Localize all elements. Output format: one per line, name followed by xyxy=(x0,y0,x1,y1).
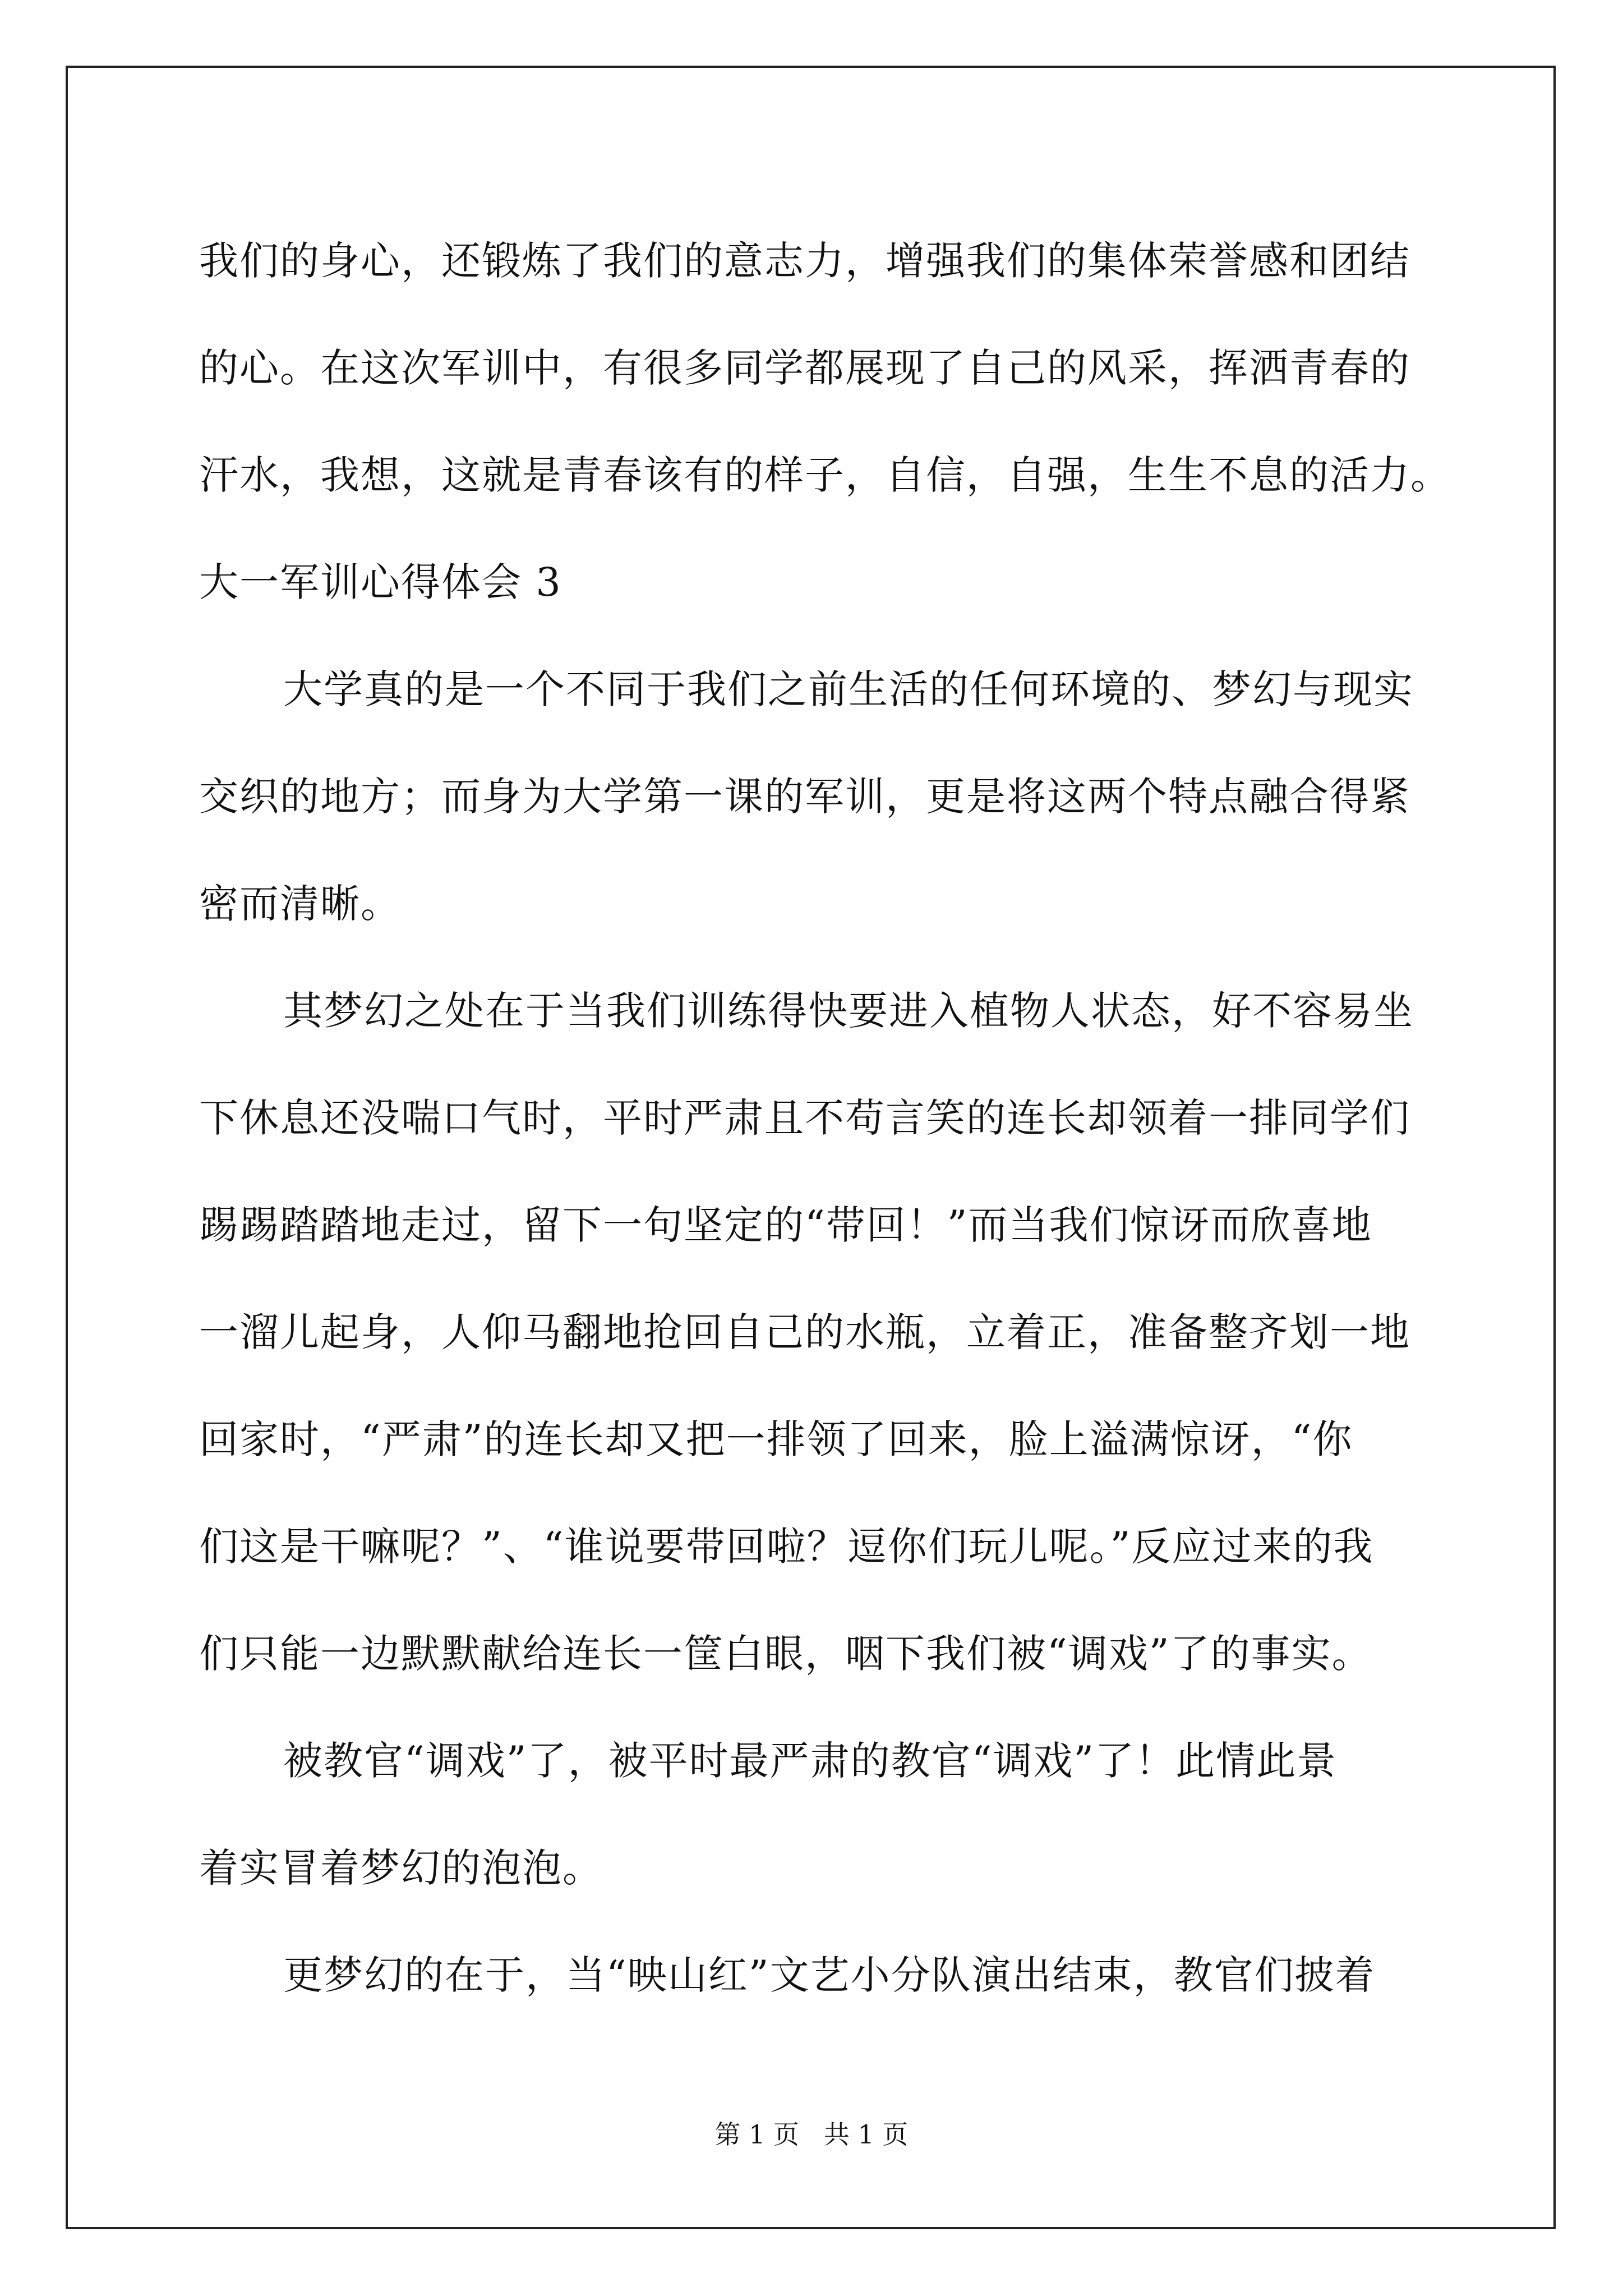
text-line: 下休息还没喘口气时，平时严肃且不苟言笑的连长却领着一排同学们 xyxy=(199,1095,1410,1141)
text-line: 密而清晰。 xyxy=(199,881,401,927)
text-line: 们只能一边默默献给连长一筐白眼，咽下我们被“调戏”了的事实。 xyxy=(199,1631,1372,1677)
text-line: 大学真的是一个不同于我们之前生活的任何环境的、梦幻与现实 xyxy=(283,666,1414,712)
text-line: 的心。在这次军训中，有很多同学都展现了自己的风采，挥洒青春的 xyxy=(199,345,1410,391)
text-line: 我们的身心，还锻炼了我们的意志力，增强我们的集体荣誉感和团结 xyxy=(199,238,1410,284)
text-line: 回家时，“严肃”的连长却又把一排领了回来，脸上溢满惊讶，“你 xyxy=(199,1416,1353,1462)
page-footer: 第 1 页 共 1 页 xyxy=(714,2119,909,2150)
text-line: 踢踢踏踏地走过，留下一句坚定的“带回！”而当我们惊讶而欣喜地 xyxy=(199,1202,1372,1248)
text-line: 们这是干嘛呢？”、“谁说要带回啦？逗你们玩儿呢。”反应过来的我 xyxy=(199,1524,1374,1570)
text-line: 被教官“调戏”了，被平时最严肃的教官“调戏”了！此情此景 xyxy=(283,1738,1338,1784)
text-line: 更梦幻的在于，当“映山红”文艺小分队演出结束，教官们披着 xyxy=(283,1952,1376,1998)
text-line: 交织的地方；而身为大学第一课的军训，更是将这两个特点融合得紧 xyxy=(199,774,1410,820)
text-line: 其梦幻之处在于当我们训练得快要进入植物人状态，好不容易坐 xyxy=(283,988,1414,1034)
document-body xyxy=(199,208,1451,2029)
text-line: 一溜儿起身，人仰马翻地抢回自己的水瓶，立着正，准备整齐划一地 xyxy=(199,1309,1410,1355)
section-heading: 大一军训心得体会 3 xyxy=(199,559,562,605)
text-line: 汗水，我想，这就是青春该有的样子，自信，自强，生生不息的活力。 xyxy=(199,452,1451,498)
text-line: 着实冒着梦幻的泡泡。 xyxy=(199,1845,603,1891)
